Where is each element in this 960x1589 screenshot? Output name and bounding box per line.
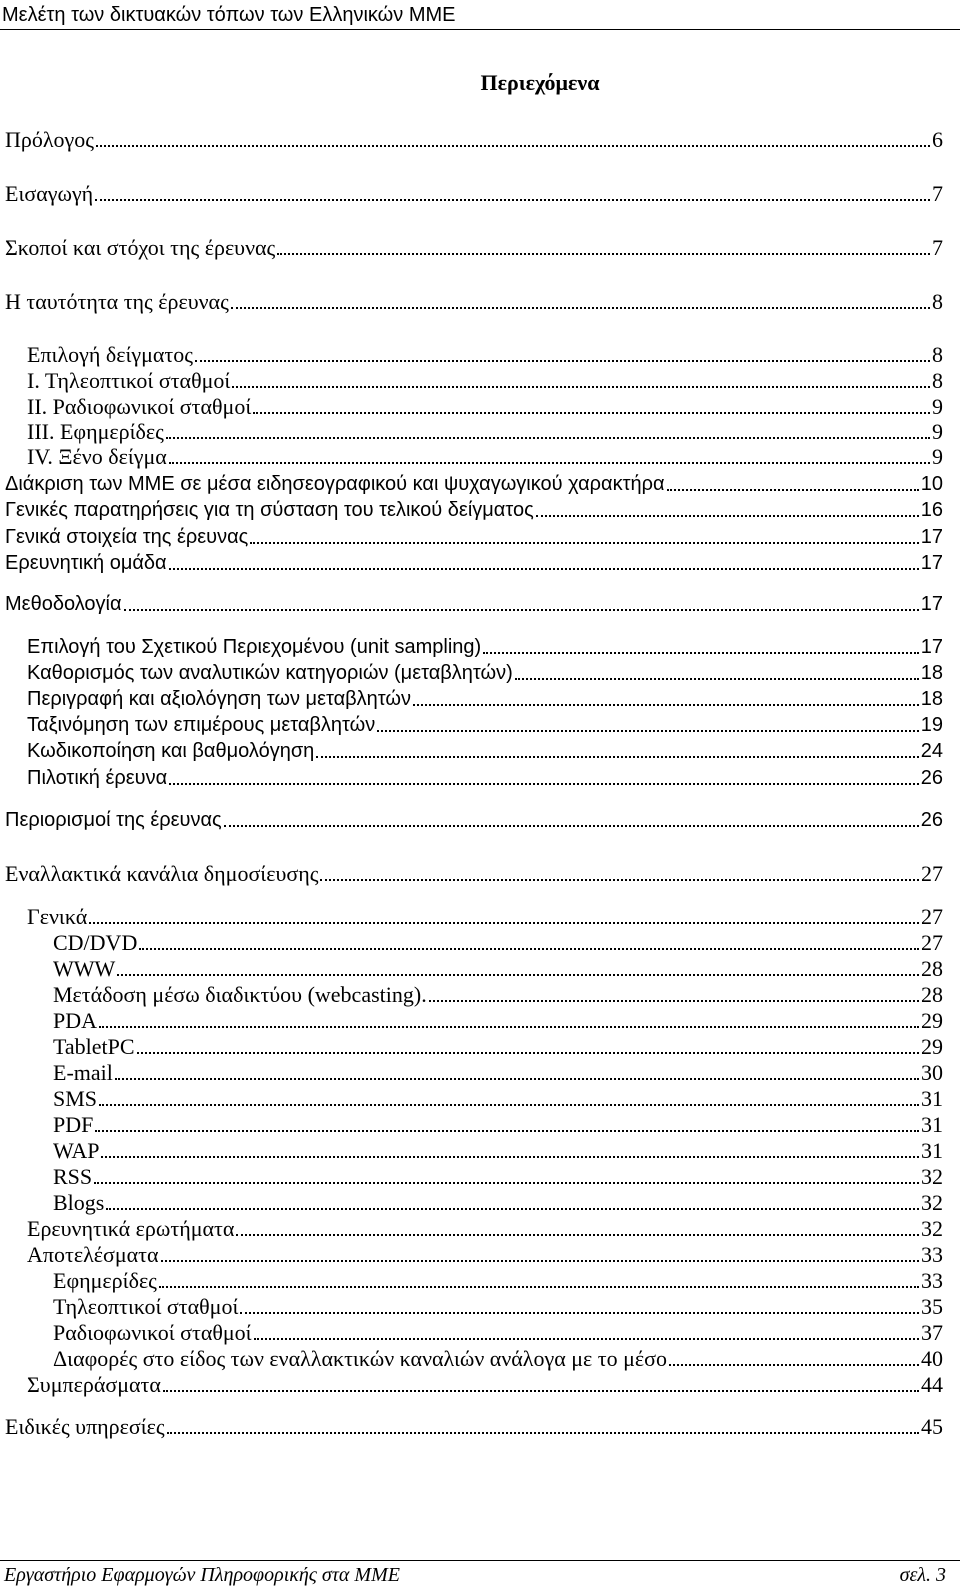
- toc-entry-label: Σκοποί και στόχοι της έρευνας: [5, 235, 276, 260]
- toc-dot-leader: [159, 1286, 919, 1288]
- toc-entry-page: 31: [921, 1086, 943, 1111]
- toc-entry-label: Η ταυτότητα της έρευνας: [5, 289, 229, 314]
- toc-entry[interactable]: [0, 1059, 943, 1087]
- toc-entry[interactable]: [0, 393, 943, 421]
- toc-entry-page: 19: [920, 714, 943, 736]
- toc-entry-page: 32: [921, 1164, 943, 1189]
- toc-dot-leader: [167, 1432, 919, 1434]
- toc-dot-leader: [253, 412, 930, 414]
- toc-entry-page: 7: [932, 235, 943, 260]
- toc-entry-page: 32: [921, 1216, 943, 1241]
- toc-entry-label: Διάκριση των ΜΜΕ σε μέσα ειδησεογραφικού και ψυχαγωγικού χαρακτήρα: [5, 473, 665, 495]
- toc-entry[interactable]: [0, 1413, 943, 1441]
- toc-entry[interactable]: [0, 470, 943, 498]
- toc-entry[interactable]: [0, 496, 943, 524]
- toc-entry[interactable]: [0, 981, 943, 1009]
- toc-entry[interactable]: [0, 523, 943, 551]
- toc-dot-leader: [232, 386, 930, 388]
- toc-entry[interactable]: [0, 180, 943, 208]
- toc-dot-leader: [94, 1182, 919, 1184]
- toc-entry-label: Καθορισμός των αναλυτικών κατηγοριών (μεταβλητών): [27, 662, 513, 684]
- toc-entry-page: 18: [920, 688, 943, 710]
- toc-entry-label: Γενικά: [27, 904, 88, 929]
- toc-entry-label: Ταξινόμηση των επιμέρους μεταβλητών: [27, 714, 376, 736]
- toc-dot-leader: [169, 462, 930, 464]
- footer-lab-name: Εργαστήριο Εφαρμογών Πληροφορικής στα ΜΜΕ: [4, 1564, 400, 1586]
- toc-dot-leader: [115, 1078, 919, 1080]
- toc-entry-page: 29: [921, 1008, 943, 1033]
- toc-entry[interactable]: [0, 659, 943, 687]
- toc-entry[interactable]: [0, 590, 943, 618]
- toc-entry[interactable]: [0, 1241, 943, 1269]
- toc-entry-page: 26: [920, 809, 943, 831]
- toc-entry-page: 17: [920, 552, 943, 574]
- toc-entry[interactable]: [0, 711, 943, 739]
- toc-entry-label: Εναλλακτικά κανάλια δημοσίευσης: [5, 861, 319, 886]
- toc-dot-leader: [95, 1130, 919, 1132]
- toc-entry[interactable]: [0, 1163, 943, 1191]
- toc-entry[interactable]: [0, 806, 943, 834]
- toc-entry-label: ΙΙΙ. Εφημερίδες: [27, 419, 164, 444]
- toc-entry[interactable]: [0, 1007, 943, 1035]
- toc-dot-leader: [316, 756, 918, 758]
- toc-entry-page: 30: [921, 1060, 943, 1085]
- toc-entry-page: 33: [921, 1268, 943, 1293]
- toc-dot-leader: [99, 1104, 919, 1106]
- toc-entry[interactable]: [0, 1371, 943, 1399]
- toc-entry[interactable]: [0, 764, 943, 792]
- toc-entry-label: ΙΙ. Ραδιοφωνικοί σταθμοί: [27, 394, 252, 419]
- toc-entry[interactable]: [0, 1189, 943, 1217]
- toc-entry-page: 31: [921, 1112, 943, 1137]
- toc-entry-label: Ερευνητική ομάδα: [5, 552, 167, 574]
- toc-entry-label: IV. Ξένο δείγμα: [27, 444, 167, 469]
- toc-entry-label: Εφημερίδες: [53, 1268, 157, 1293]
- toc-entry-page: 31: [921, 1138, 943, 1163]
- toc-dot-leader: [254, 1338, 919, 1340]
- toc-entry-label: PDA: [53, 1008, 98, 1033]
- toc-dot-leader: [139, 948, 919, 950]
- toc-entry-label: Μετάδοση μέσω διαδικτύου (webcasting).: [53, 982, 427, 1007]
- toc-entry-page: 16: [920, 499, 943, 521]
- toc-entry-label: Πρόλογος: [5, 127, 94, 152]
- toc-entry-page: 6: [932, 127, 943, 152]
- toc-entry[interactable]: [0, 1215, 943, 1243]
- toc-entry[interactable]: [0, 1111, 943, 1139]
- toc-dot-leader: [277, 253, 930, 255]
- toc-entry-label: Blogs: [53, 1190, 105, 1215]
- toc-entry[interactable]: [0, 418, 943, 446]
- toc-entry-page: 44: [921, 1372, 943, 1397]
- toc-dot-leader: [169, 568, 919, 570]
- toc-entry-page: 27: [921, 861, 943, 886]
- toc-entry-label: Μεθοδολογία: [5, 593, 122, 615]
- toc-entry-page: 17: [920, 526, 943, 548]
- toc-entry[interactable]: [0, 903, 943, 931]
- toc-entry-label: Περιορισμοί της έρευνας: [5, 809, 222, 831]
- toc-dot-leader: [250, 542, 918, 544]
- toc-entry-label: Διαφορές στο είδος των εναλλακτικών καναλιών ανάλογα με το μέσο: [53, 1346, 667, 1371]
- toc-entry-label: PDF: [53, 1112, 94, 1137]
- toc-entry-label: WAP: [53, 1138, 100, 1163]
- toc-entry[interactable]: [0, 1345, 943, 1373]
- toc-entry[interactable]: [0, 737, 943, 765]
- toc-dot-leader: [224, 825, 919, 827]
- toc-dot-leader: [95, 199, 930, 201]
- toc-dot-leader: [163, 1390, 919, 1392]
- toc-entry-label: Ερευνητικά ερωτήματα: [27, 1216, 235, 1241]
- toc-dot-leader: [161, 1260, 919, 1262]
- toc-dot-leader: [195, 360, 930, 362]
- toc-dot-leader: [117, 974, 919, 976]
- toc-entry[interactable]: [0, 1319, 943, 1347]
- toc-entry-label: Επιλογή του Σχετικού Περιεχομένου (unit sampling): [27, 636, 482, 658]
- toc-entry-page: 35: [921, 1294, 943, 1319]
- toc-dot-leader: [429, 1000, 919, 1002]
- toc-entry[interactable]: [0, 341, 943, 369]
- toc-entry-label: WWW: [53, 956, 116, 981]
- toc-entry[interactable]: [0, 685, 943, 713]
- toc-entry[interactable]: [0, 443, 943, 471]
- toc-entry-label: Επιλογή δείγματος: [27, 342, 193, 367]
- running-header: [0, 0, 960, 30]
- toc-entry-page: 8: [932, 342, 943, 367]
- toc-title: Περιεχόμενα: [480, 70, 600, 95]
- toc-entry-label: Γενικές παρατηρήσεις για τη σύσταση του τελικού δείγματος: [5, 499, 534, 521]
- toc-dot-leader: [89, 922, 919, 924]
- toc-entry-page: 17: [920, 636, 943, 658]
- toc-entry-page: 27: [921, 930, 943, 955]
- toc-entry-label: E-mail: [53, 1060, 113, 1085]
- toc-entry[interactable]: [0, 633, 943, 661]
- toc-dot-leader: [320, 879, 919, 881]
- toc-entry-page: 7: [932, 181, 943, 206]
- toc-entry-page: 28: [921, 956, 943, 981]
- toc-dot-leader: [124, 609, 919, 611]
- toc-dot-leader: [166, 437, 930, 439]
- toc-dot-leader: [515, 678, 919, 680]
- toc-entry-page: 32: [921, 1190, 943, 1215]
- toc-entry-label: SMS: [53, 1086, 98, 1111]
- toc-dot-leader: [483, 652, 919, 654]
- toc-entry[interactable]: [0, 126, 943, 154]
- toc-entry-page: 27: [921, 904, 943, 929]
- toc-entry[interactable]: [0, 1293, 943, 1321]
- toc-dot-leader: [106, 1208, 919, 1210]
- toc-entry-page: 29: [921, 1034, 943, 1059]
- toc-dot-leader: [240, 1312, 919, 1314]
- toc-dot-leader: [669, 1364, 919, 1366]
- toc-dot-leader: [413, 704, 919, 706]
- toc-entry-page: 26: [920, 767, 943, 789]
- toc-dot-leader: [667, 489, 919, 491]
- toc-entry-label: Γενικά στοιχεία της έρευνας: [5, 526, 249, 548]
- toc-dot-leader: [169, 783, 919, 785]
- toc-entry[interactable]: [0, 1137, 943, 1165]
- toc-entry-page: 28: [921, 982, 943, 1007]
- toc-dot-leader: [99, 1026, 919, 1028]
- toc-entry-page: 8: [932, 289, 943, 314]
- toc-entry-page: 45: [921, 1414, 943, 1439]
- toc-dot-leader: [377, 730, 918, 732]
- toc-entry-page: 8: [932, 368, 943, 393]
- toc-dot-leader: [96, 145, 930, 147]
- toc-entry-page: 9: [932, 444, 943, 469]
- toc-entry-label: Τηλεοπτικοί σταθμοί: [53, 1294, 239, 1319]
- toc-entry-label: Περιγραφή και αξιολόγηση των μεταβλητών: [27, 688, 412, 710]
- toc-entry[interactable]: [0, 288, 943, 316]
- toc-entry-label: Ειδικές υπηρεσίες: [5, 1414, 165, 1439]
- running-title: Μελέτη των δικτυακών τόπων των Ελληνικών ΜΜΕ: [2, 4, 456, 26]
- toc-entry-label: RSS: [53, 1164, 93, 1189]
- toc-dot-leader: [101, 1156, 919, 1158]
- toc-entry-page: 37: [921, 1320, 943, 1345]
- toc-entry[interactable]: [0, 549, 943, 577]
- toc-entry-label: Αποτελέσματα: [27, 1242, 159, 1267]
- toc-dot-leader: [236, 1234, 919, 1236]
- toc-entry-page: 18: [920, 662, 943, 684]
- toc-entry[interactable]: [0, 234, 943, 262]
- toc-dot-leader: [536, 515, 919, 517]
- toc-dot-leader: [231, 307, 930, 309]
- toc-entry[interactable]: [0, 1267, 943, 1295]
- toc-entry-label: Συμπεράσματα: [27, 1372, 161, 1397]
- toc-entry-page: 33: [921, 1242, 943, 1267]
- toc-entry-page: 9: [932, 394, 943, 419]
- toc-entry[interactable]: [0, 860, 943, 888]
- toc-entry[interactable]: [0, 367, 943, 395]
- toc-entry-label: Εισαγωγή: [5, 181, 94, 206]
- page-footer: [0, 1560, 960, 1589]
- toc-entry[interactable]: [0, 1085, 943, 1113]
- footer-page-number: σελ. 3: [899, 1564, 946, 1586]
- toc-entry[interactable]: [0, 929, 943, 957]
- toc-entry-page: 24: [920, 740, 943, 762]
- toc-entry-label: Ι. Τηλεοπτικοί σταθμοί: [27, 368, 231, 393]
- toc-entry-label: TabletPC: [53, 1034, 135, 1059]
- toc-entry-label: Ραδιοφωνικοί σταθμοί: [53, 1320, 252, 1345]
- toc-entry-page: 10: [920, 473, 943, 495]
- toc-entry-label: Κωδικοποίηση και βαθμολόγηση: [27, 740, 315, 762]
- toc-entry-label: CD/DVD: [53, 930, 138, 955]
- toc-entry-page: 17: [920, 593, 943, 615]
- toc-entry-page: 40: [921, 1346, 943, 1371]
- toc-entry-label: Πιλοτική έρευνα: [27, 767, 168, 789]
- toc-entry[interactable]: [0, 955, 943, 983]
- toc-dot-leader: [137, 1052, 919, 1054]
- toc-entry-page: 9: [932, 419, 943, 444]
- toc-entry[interactable]: [0, 1033, 943, 1061]
